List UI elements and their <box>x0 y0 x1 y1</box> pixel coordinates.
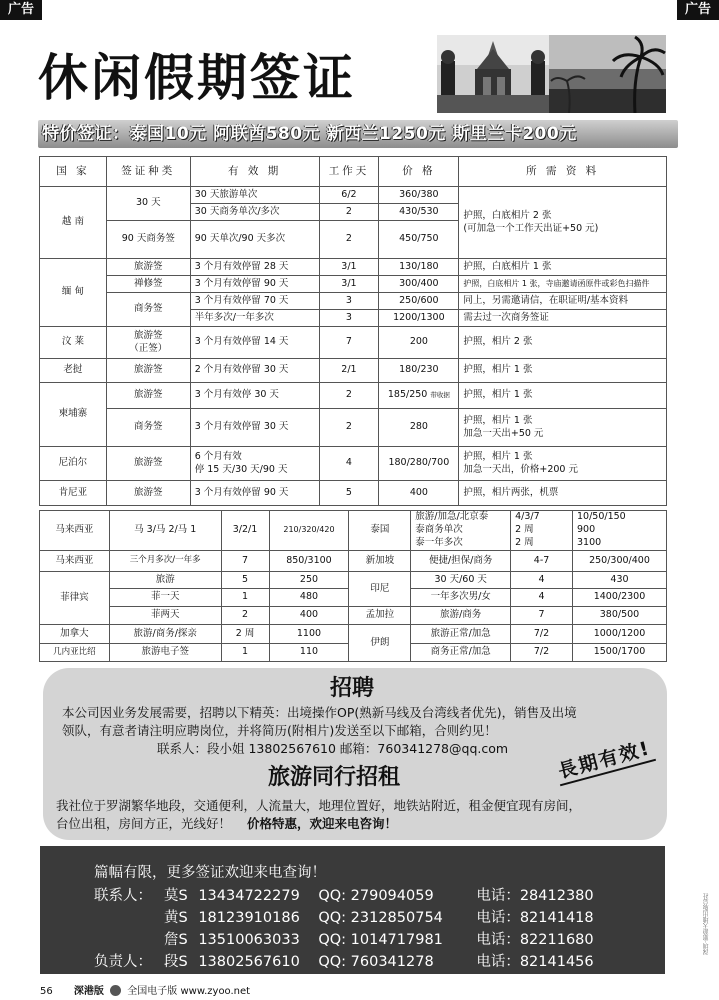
docs-cell: 护照，白底相片 1 张 <box>459 259 667 276</box>
days-cell: 2 周 <box>221 625 269 644</box>
type-cell: 旅游签 <box>106 383 190 409</box>
ad-label-left: 广告 <box>0 0 42 20</box>
price-cell: 430/530 <box>379 204 459 221</box>
contact-tel: 82141456 <box>519 954 594 970</box>
footer-intro: 篇幅有限，更多签证欢迎来电查询！ <box>94 865 326 881</box>
docs-cell: 需去过一次商务签证 <box>459 310 667 327</box>
type-cell: 便捷/担保/商务 <box>411 551 511 572</box>
type-cell: 旅游 <box>109 572 221 589</box>
header-cell: 有 效 期 <box>190 157 319 187</box>
price-cell <box>379 383 459 409</box>
visa-table-main <box>39 156 667 506</box>
country-cell: 伊朗 <box>349 625 411 662</box>
long-term-stamp: 長期有效! <box>553 733 656 787</box>
contact-row <box>94 928 594 949</box>
price-cell <box>573 511 667 551</box>
contact-qq: QQ: 1014717981 <box>318 932 443 948</box>
days-cell: 2/1 <box>319 359 379 383</box>
recruit-contact: 联系人：段小姐 13802567610 邮箱：760341278@qq.com <box>157 741 509 756</box>
docs-cell <box>459 447 667 481</box>
country-cell: 汶 莱 <box>40 327 107 359</box>
docs-cell: 护照，相片两张，机票 <box>459 481 667 506</box>
header-cell: 所 需 资 料 <box>459 157 667 187</box>
table-row <box>40 607 667 625</box>
header-cell: 国 家 <box>40 157 107 187</box>
price-cell: 450/750 <box>379 221 459 259</box>
temple-photo <box>437 35 549 113</box>
type-cell: 马 3/马 2/马 1 <box>109 511 221 551</box>
price-cell: 250/600 <box>379 293 459 310</box>
days-cell: 4 <box>511 589 573 607</box>
type-cell: 旅游签 <box>106 359 190 383</box>
recruit-line: 领队，有意者请注明应聘岗位，并将简历(附相片)发送至以下邮箱，合则约见！ <box>62 723 497 738</box>
type-cell: 30 天 <box>106 187 190 221</box>
contact-phone: 13510063033 <box>198 932 300 948</box>
country-cell: 菲律宾 <box>40 572 110 625</box>
contact-tel-label: 电话： <box>476 910 520 926</box>
table-header-row <box>40 157 667 187</box>
days-cell: 7 <box>511 607 573 625</box>
contact-name: 段S <box>164 954 188 970</box>
days-cell: 2 <box>319 221 379 259</box>
type-cell: 三个月多次/一年多 <box>109 551 221 572</box>
validity-cell: 3 个月有效停留 90 天 <box>190 481 319 506</box>
days-cell: 5 <box>221 572 269 589</box>
visa-table-secondary <box>39 510 667 662</box>
type-text: 泰商务单次 <box>415 524 463 536</box>
contact-tel-label: 电话： <box>476 954 520 970</box>
type-cell: 禅修签 <box>106 276 190 293</box>
side-credit: 深圳·旅游天地出版总社 <box>703 893 710 955</box>
days-cell: 3/2/1 <box>221 511 269 551</box>
docs-cell: 同上，另需邀请信，在职证明/基本资料 <box>459 293 667 310</box>
price-cell: 400 <box>269 607 349 625</box>
contact-name: 莫S <box>164 888 188 904</box>
type-text: 泰一年多次 <box>415 536 463 548</box>
validity-cell: 3 个月有效停留 70 天 <box>190 293 319 310</box>
price-text: 10/50/150 <box>577 511 626 523</box>
validity-cell: 30 天商务单次/多次 <box>190 204 319 221</box>
table-row <box>40 625 667 644</box>
contact-row <box>94 884 594 905</box>
price-note: 带收据 <box>430 391 450 400</box>
table-row <box>40 276 667 293</box>
validity-cell: 3 个月有效停留 30 天 <box>190 409 319 447</box>
validity-text: 6 个月有效 <box>194 450 242 462</box>
type-cell: 旅游签 <box>106 259 190 276</box>
type-text: 旅游/加急/北京泰 <box>415 511 489 523</box>
price-cell: 180/280/700 <box>379 447 459 481</box>
rent-line: 我社位于罗湖繁华地段，交通便利，人流量大，地理位置好，地铁站附近，租金便宜现有房间， <box>56 798 582 813</box>
days-cell: 3 <box>319 293 379 310</box>
rent-text: 台位出租，房间方正，光线好！ <box>56 816 232 831</box>
page-number: 56 <box>40 986 53 997</box>
country-cell: 柬埔寨 <box>40 383 107 447</box>
rent-line <box>56 815 397 832</box>
contact-phone: 13434722279 <box>198 888 300 904</box>
docs-cell: 护照，相片 1 张 <box>459 359 667 383</box>
type-cell: 商务签 <box>106 409 190 447</box>
country-cell: 加拿大 <box>40 625 110 644</box>
header-cell: 签证种类 <box>106 157 190 187</box>
price-cell: 110 <box>269 644 349 662</box>
contact-role: 负责人： <box>94 954 152 970</box>
days-cell: 6/2 <box>319 187 379 204</box>
price-cell: 1100 <box>269 625 349 644</box>
type-cell: 90 天商务签 <box>106 221 190 259</box>
type-cell: 30 天/60 天 <box>411 572 511 589</box>
docs-cell: 护照，相片 1 张 <box>459 383 667 409</box>
table-row <box>40 187 667 204</box>
validity-cell: 3 个月有效停 30 天 <box>190 383 319 409</box>
docs-text: 护照，相片 1 张 <box>463 414 533 426</box>
contact-tel: 82141418 <box>519 910 594 926</box>
country-cell: 肯尼亚 <box>40 481 107 506</box>
days-cell: 3 <box>319 310 379 327</box>
price-cell: 210/320/420 <box>269 511 349 551</box>
country-cell: 马来西亚 <box>40 511 110 551</box>
type-cell: 旅游正常/加急 <box>411 625 511 644</box>
rent-emphasis: 价格特惠，欢迎来电咨询！ <box>247 816 398 831</box>
type-cell: 旅游/商务/探亲 <box>109 625 221 644</box>
table-row <box>40 293 667 310</box>
docs-cell <box>459 409 667 447</box>
days-cell: 4-7 <box>511 551 573 572</box>
contact-tel: 28412380 <box>519 888 594 904</box>
days-cell: 2 <box>221 607 269 625</box>
country-cell: 新加坡 <box>349 551 411 572</box>
price-cell: 400 <box>379 481 459 506</box>
country-cell: 老挝 <box>40 359 107 383</box>
beach-photo <box>549 35 666 113</box>
days-cell: 1 <box>221 644 269 662</box>
price-cell: 360/380 <box>379 187 459 204</box>
country-cell: 尼泊尔 <box>40 447 107 481</box>
docs-text: (可加急一个工作天出证+50 元) <box>463 222 599 234</box>
type-cell: 菲两天 <box>109 607 221 625</box>
table-row <box>40 511 667 551</box>
contact-name: 黄S <box>164 910 188 926</box>
type-cell <box>411 511 511 551</box>
days-text: 2 周 <box>515 524 534 536</box>
price-cell: 1500/1700 <box>573 644 667 662</box>
type-text: 旅游签 <box>134 329 163 341</box>
validity-cell: 3 个月有效停留 28 天 <box>190 259 319 276</box>
docs-text: 护照，相片 1 张 <box>463 450 533 462</box>
contact-row <box>94 950 594 971</box>
days-cell: 2 <box>319 383 379 409</box>
price-cell: 280 <box>379 409 459 447</box>
price-text: 900 <box>577 524 596 536</box>
price-cell: 250/300/400 <box>573 551 667 572</box>
type-cell: 菲一天 <box>109 589 221 607</box>
contact-name: 詹S <box>164 932 188 948</box>
table-row <box>40 259 667 276</box>
contact-tel: 82211680 <box>519 932 594 948</box>
validity-cell: 3 个月有效停留 14 天 <box>190 327 319 359</box>
price-cell: 300/400 <box>379 276 459 293</box>
type-cell: 旅游/商务 <box>411 607 511 625</box>
validity-cell <box>190 447 319 481</box>
type-cell <box>106 327 190 359</box>
docs-text: 加急一天出，价格+200 元 <box>463 463 578 475</box>
days-text: 2 周 <box>515 536 534 548</box>
contact-tel-label: 电话： <box>476 888 520 904</box>
contact-tel-label: 电话： <box>476 932 520 948</box>
days-cell: 4 <box>511 572 573 589</box>
price-cell: 380/500 <box>573 607 667 625</box>
days-cell: 7/2 <box>511 625 573 644</box>
page-footer <box>40 982 250 997</box>
price-cell: 1400/2300 <box>573 589 667 607</box>
type-cell: 旅游电子签 <box>109 644 221 662</box>
days-cell <box>511 511 573 551</box>
docs-cell: 护照，相片 2 张 <box>459 327 667 359</box>
price-text: 185/250 <box>387 389 428 401</box>
price-cell: 1200/1300 <box>379 310 459 327</box>
country-cell: 印尼 <box>349 572 411 607</box>
edition-label: 深港版 <box>73 986 104 997</box>
table-row <box>40 572 667 589</box>
contact-footer <box>40 846 665 974</box>
country-cell: 孟加拉 <box>349 607 411 625</box>
validity-cell: 半年多次/一年多次 <box>190 310 319 327</box>
country-cell: 越 南 <box>40 187 107 259</box>
docs-text: 护照，白底相片 2 张 <box>463 209 552 221</box>
days-cell: 7 <box>221 551 269 572</box>
price-cell: 180/230 <box>379 359 459 383</box>
edition-logo-icon <box>110 985 121 996</box>
table-row <box>40 409 667 447</box>
contact-qq: QQ: 2312850754 <box>318 910 443 926</box>
validity-text: 停 15 天/30 天/90 天 <box>194 463 288 475</box>
ad-label-right: 广告 <box>677 0 719 20</box>
days-cell: 4 <box>319 447 379 481</box>
price-text: 3100 <box>577 536 602 548</box>
country-cell: 泰国 <box>349 511 411 551</box>
contact-role: 联系人： <box>94 888 152 904</box>
type-text: （正签） <box>129 342 168 354</box>
type-cell: 一年多次男/女 <box>411 589 511 607</box>
docs-text: 加急一天出+50 元 <box>463 427 544 439</box>
contact-phone: 18123910186 <box>198 910 300 926</box>
days-cell: 7/2 <box>511 644 573 662</box>
price-cell: 850/3100 <box>269 551 349 572</box>
table-row <box>40 447 667 481</box>
days-cell: 2 <box>319 409 379 447</box>
price-cell: 1000/1200 <box>573 625 667 644</box>
days-text: 4/3/7 <box>515 511 540 523</box>
price-cell: 130/180 <box>379 259 459 276</box>
contact-phone: 13802567610 <box>198 954 300 970</box>
header-cell: 价 格 <box>379 157 459 187</box>
recruit-line: 本公司因业务发展需要，招聘以下精英：出境操作OP(熟新马线及台湾线者优先)，销售及出境 <box>62 705 577 720</box>
table-row <box>40 481 667 506</box>
validity-cell: 2 个月有效停留 30 天 <box>190 359 319 383</box>
country-cell: 缅 甸 <box>40 259 107 327</box>
banner-text: 特价签证：泰国10元 阿联酋580元 新西兰1250元 斯里兰卡200元 <box>42 124 577 144</box>
validity-cell: 90 天单次/90 天多次 <box>190 221 319 259</box>
type-cell: 旅游签 <box>106 447 190 481</box>
type-cell: 旅游签 <box>106 481 190 506</box>
price-cell: 480 <box>269 589 349 607</box>
days-cell: 1 <box>221 589 269 607</box>
table-row <box>40 383 667 409</box>
price-cell: 200 <box>379 327 459 359</box>
validity-cell: 3 个月有效停留 90 天 <box>190 276 319 293</box>
days-cell: 3/1 <box>319 276 379 293</box>
days-cell: 2 <box>319 204 379 221</box>
contact-qq: QQ: 279094059 <box>318 888 434 904</box>
contact-qq: QQ: 760341278 <box>318 954 434 970</box>
validity-cell: 30 天旅游单次 <box>190 187 319 204</box>
table-row <box>40 327 667 359</box>
docs-cell <box>459 187 667 259</box>
price-cell: 250 <box>269 572 349 589</box>
contact-row <box>94 906 594 927</box>
table-row <box>40 359 667 383</box>
rent-heading: 旅游同行招租 <box>268 765 401 790</box>
docs-cell: 护照，白底相片 1 张，寺庙邀请函原件或彩色扫描件 <box>459 276 667 293</box>
country-cell: 几内亚比绍 <box>40 644 110 662</box>
special-price-banner <box>38 120 678 148</box>
type-cell: 商务正常/加急 <box>411 644 511 662</box>
type-cell: 商务签 <box>106 293 190 327</box>
header-cell: 工作天 <box>319 157 379 187</box>
table-row <box>40 551 667 572</box>
days-cell: 3/1 <box>319 259 379 276</box>
recruit-heading: 招聘 <box>330 676 375 701</box>
country-cell: 马来西亚 <box>40 551 110 572</box>
site-link[interactable]: 全国电子版 www.zyoo.net <box>127 986 251 997</box>
page-title: 休闲假期签证 <box>38 49 356 107</box>
days-cell: 7 <box>319 327 379 359</box>
price-cell: 430 <box>573 572 667 589</box>
days-cell: 5 <box>319 481 379 506</box>
